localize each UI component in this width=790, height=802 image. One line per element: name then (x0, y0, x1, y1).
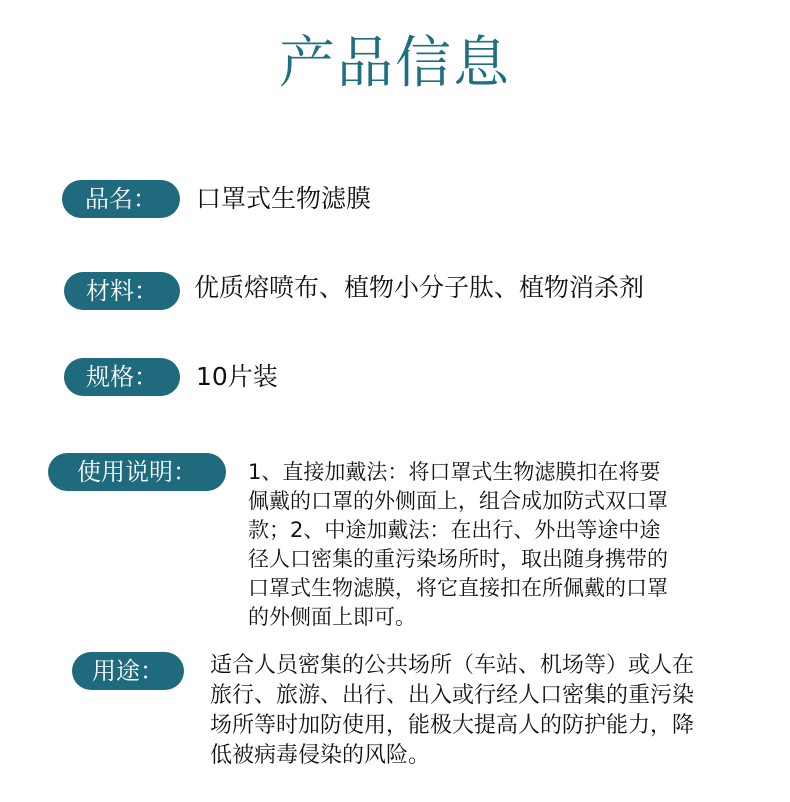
usage-line: 款；2、中途加戴法：在出行、外出等途中途 (248, 518, 661, 542)
purpose-line: 旅行、旅游、出行、出入或行经人口密集的重污染 (210, 683, 695, 708)
usage-line: 1、直接加戴法：将口罩式生物滤膜扣在将要 (248, 460, 661, 484)
material-label-badge: 材料： (64, 272, 180, 310)
spec-value: 10片装 (196, 362, 278, 391)
usage-label-badge: 使用说明： (48, 453, 226, 491)
spec-label-badge: 规格： (64, 358, 180, 396)
usage-line: 口罩式生物滤膜，将它直接扣在所佩戴的口罩 (248, 576, 668, 600)
material-value: 优质熔喷布、植物小分子肽、植物消杀剂 (194, 273, 645, 302)
name-label-badge: 品名： (62, 180, 180, 218)
purpose-line: 场所等时加防使用，能极大提高人的防护能力，降 (210, 713, 695, 738)
purpose-line: 适合人员密集的公共场所（车站、机场等）或人在 (210, 653, 695, 678)
purpose-line: 低被病毒侵染的风险。 (210, 743, 431, 768)
usage-line: 佩戴的口罩的外侧面上，组合成加防式双口罩 (248, 489, 668, 513)
page-title: 产品信息 (279, 31, 511, 96)
name-value: 口罩式生物滤膜 (196, 184, 372, 213)
usage-line: 的外侧面上即可。 (248, 605, 416, 629)
usage-line: 径人口密集的重污染场所时，取出随身携带的 (248, 547, 668, 571)
usage-text (248, 458, 668, 632)
purpose-text (210, 651, 694, 771)
purpose-label-badge: 用途： (72, 652, 184, 690)
